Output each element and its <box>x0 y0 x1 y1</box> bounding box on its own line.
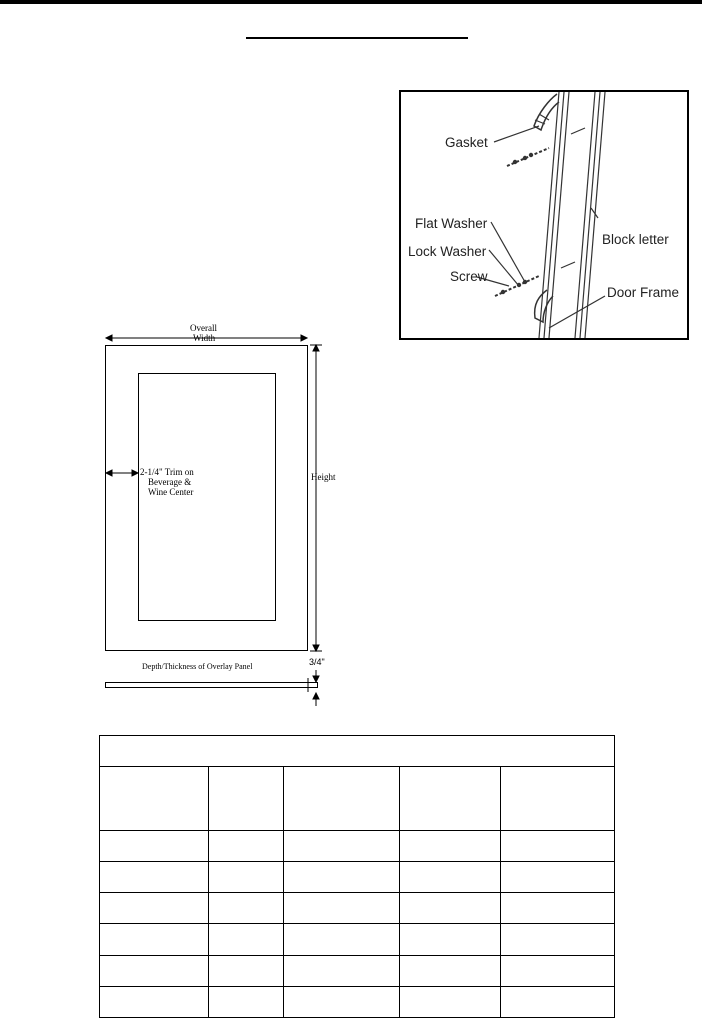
table-cell <box>284 986 400 1017</box>
table-cell <box>100 893 209 924</box>
gasket-label: Gasket <box>445 135 488 150</box>
trim-note-line2: Beverage & <box>148 477 192 487</box>
table-cell <box>400 862 501 893</box>
table-cell <box>284 862 400 893</box>
table-row <box>100 893 615 924</box>
table-cell <box>400 831 501 862</box>
table-cell <box>100 831 209 862</box>
table-header-cell <box>209 767 284 831</box>
table-cell <box>209 986 284 1017</box>
table-cell <box>209 955 284 986</box>
table-cell <box>501 831 615 862</box>
height-label: Height <box>311 472 336 482</box>
table-header-row <box>100 767 615 831</box>
trim-note-line1: 2-1/4" Trim on <box>140 467 194 477</box>
top-rule <box>0 0 702 4</box>
table-cell <box>284 924 400 955</box>
table-cell <box>501 955 615 986</box>
thickness-value: 3/4" <box>309 657 325 667</box>
table-header-cell <box>400 767 501 831</box>
table-header-cell <box>501 767 615 831</box>
table-cell <box>209 831 284 862</box>
table-cell <box>284 955 400 986</box>
table-cell <box>501 862 615 893</box>
table-cell <box>284 893 400 924</box>
block-letter-label: Block letter <box>602 232 669 247</box>
table-cell <box>501 924 615 955</box>
table-cell <box>400 893 501 924</box>
gasket-figure-drawing <box>399 90 689 340</box>
table-cell <box>100 986 209 1017</box>
table-cell <box>400 986 501 1017</box>
overlay-panel-thickness-outline <box>105 682 318 688</box>
overall-width-label-line1: Overall <box>190 323 217 333</box>
table-cell <box>501 986 615 1017</box>
table-cell <box>209 893 284 924</box>
dimensions-table <box>99 735 615 1018</box>
table-cell <box>400 955 501 986</box>
table-row <box>100 862 615 893</box>
table-row <box>100 831 615 862</box>
table-cell <box>400 924 501 955</box>
table-cell <box>100 924 209 955</box>
trim-note-line3: Wine Center <box>148 487 194 497</box>
table-cell <box>284 831 400 862</box>
depth-thickness-label: Depth/Thickness of Overlay Panel <box>142 662 253 671</box>
table-row <box>100 986 615 1017</box>
table-cell <box>100 862 209 893</box>
table-header-cell <box>284 767 400 831</box>
table-row <box>100 955 615 986</box>
table-cell <box>209 924 284 955</box>
door-frame-label: Door Frame <box>607 285 680 300</box>
overall-width-label-line2: Width <box>193 333 216 343</box>
table-cell <box>209 862 284 893</box>
table-title-row <box>100 736 615 767</box>
table-title-cell <box>100 736 615 767</box>
table-cell <box>501 893 615 924</box>
table-header-cell <box>100 767 209 831</box>
table-row <box>100 924 615 955</box>
title-underline <box>246 37 468 39</box>
lock-washer-label: Lock Washer <box>408 244 487 259</box>
panel-dimension-lines <box>100 330 340 710</box>
table-cell <box>100 955 209 986</box>
screw-label: Screw <box>450 269 488 284</box>
flat-washer-label: Flat Washer <box>415 216 488 231</box>
